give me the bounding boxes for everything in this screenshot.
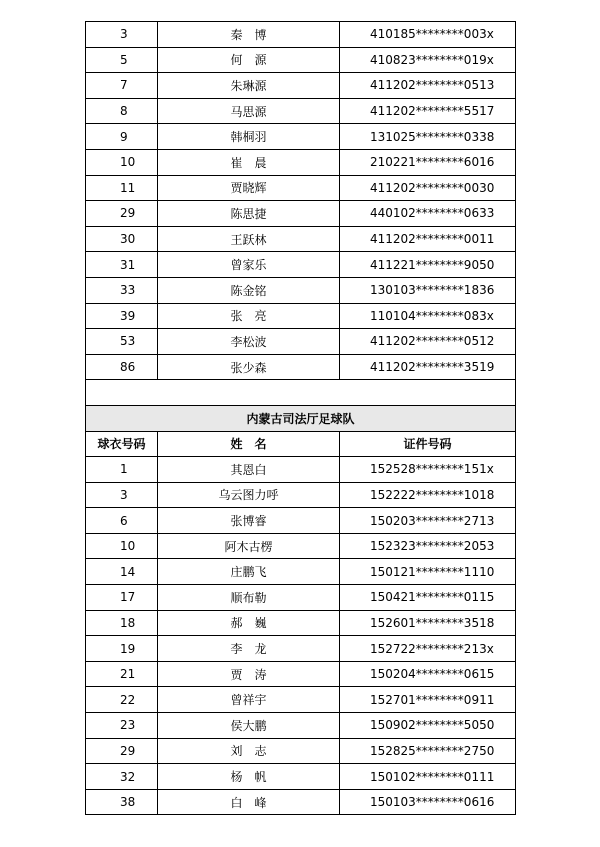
id-number-cell: 110104********083x <box>340 303 516 329</box>
jersey-number-cell: 53 <box>86 329 158 355</box>
player-name-cell: 崔 晨 <box>158 149 340 175</box>
table-row <box>86 98 516 124</box>
jersey-number-cell: 5 <box>86 47 158 73</box>
table-row <box>86 457 516 483</box>
jersey-number-cell: 29 <box>86 738 158 764</box>
table-header-row <box>86 431 516 457</box>
player-name-cell: 侯大鹏 <box>158 713 340 739</box>
jersey-number-cell: 17 <box>86 585 158 611</box>
id-number-cell: 152601********3518 <box>340 610 516 636</box>
player-name-cell: 曾家乐 <box>158 252 340 278</box>
header-name: 姓 名 <box>158 431 340 457</box>
table-row <box>86 175 516 201</box>
id-number-cell: 150203********2713 <box>340 508 516 534</box>
roster-table <box>85 21 516 815</box>
player-name-cell: 庄鹏飞 <box>158 559 340 585</box>
id-number-cell: 150421********0115 <box>340 585 516 611</box>
id-number-cell: 150103********0616 <box>340 789 516 815</box>
id-number-cell: 150121********1110 <box>340 559 516 585</box>
id-number-cell: 411202********0512 <box>340 329 516 355</box>
jersey-number-cell: 29 <box>86 201 158 227</box>
player-name-cell: 曾祥宇 <box>158 687 340 713</box>
team-roster-rows <box>86 457 516 815</box>
player-name-cell: 贾 涛 <box>158 661 340 687</box>
player-name-cell: 王跃林 <box>158 226 340 252</box>
table-row <box>86 713 516 739</box>
jersey-number-cell: 39 <box>86 303 158 329</box>
player-name-cell: 何 源 <box>158 47 340 73</box>
player-name-cell: 杨 帆 <box>158 764 340 790</box>
team-title: 内蒙古司法厅足球队 <box>86 405 516 431</box>
player-name-cell: 张少森 <box>158 354 340 380</box>
jersey-number-cell: 11 <box>86 175 158 201</box>
jersey-number-cell: 10 <box>86 149 158 175</box>
id-number-cell: 150902********5050 <box>340 713 516 739</box>
player-name-cell: 顺布勒 <box>158 585 340 611</box>
id-number-cell: 411202********3519 <box>340 354 516 380</box>
jersey-number-cell: 19 <box>86 636 158 662</box>
table-row <box>86 47 516 73</box>
player-name-cell: 秦 博 <box>158 22 340 48</box>
jersey-number-cell: 8 <box>86 98 158 124</box>
table-row <box>86 533 516 559</box>
id-number-cell: 210221********6016 <box>340 149 516 175</box>
empty-row <box>86 380 516 406</box>
jersey-number-cell: 1 <box>86 457 158 483</box>
id-number-cell: 150102********0111 <box>340 764 516 790</box>
header-jersey-number: 球衣号码 <box>86 431 158 457</box>
jersey-number-cell: 3 <box>86 22 158 48</box>
jersey-number-cell: 21 <box>86 661 158 687</box>
section-separator <box>86 380 516 457</box>
table-row <box>86 201 516 227</box>
player-name-cell: 阿木古楞 <box>158 533 340 559</box>
player-name-cell: 李 龙 <box>158 636 340 662</box>
table-row <box>86 789 516 815</box>
table-row <box>86 303 516 329</box>
table-row <box>86 354 516 380</box>
table-row <box>86 764 516 790</box>
jersey-number-cell: 38 <box>86 789 158 815</box>
table-row <box>86 277 516 303</box>
jersey-number-cell: 33 <box>86 277 158 303</box>
header-id-number: 证件号码 <box>340 431 516 457</box>
jersey-number-cell: 10 <box>86 533 158 559</box>
table-row <box>86 636 516 662</box>
jersey-number-cell: 32 <box>86 764 158 790</box>
jersey-number-cell: 86 <box>86 354 158 380</box>
table-row <box>86 22 516 48</box>
table-row <box>86 482 516 508</box>
id-number-cell: 130103********1836 <box>340 277 516 303</box>
jersey-number-cell: 6 <box>86 508 158 534</box>
table-row <box>86 738 516 764</box>
table-row <box>86 226 516 252</box>
id-number-cell: 152701********0911 <box>340 687 516 713</box>
id-number-cell: 440102********0633 <box>340 201 516 227</box>
jersey-number-cell: 30 <box>86 226 158 252</box>
team-title-row <box>86 405 516 431</box>
player-name-cell: 陈思捷 <box>158 201 340 227</box>
id-number-cell: 152825********2750 <box>340 738 516 764</box>
player-name-cell: 李松波 <box>158 329 340 355</box>
player-name-cell: 陈金铭 <box>158 277 340 303</box>
roster-document <box>85 21 515 815</box>
player-name-cell: 乌云图力呼 <box>158 482 340 508</box>
table-row <box>86 252 516 278</box>
id-number-cell: 152323********2053 <box>340 533 516 559</box>
player-name-cell: 贾晓辉 <box>158 175 340 201</box>
id-number-cell: 152528********151x <box>340 457 516 483</box>
player-name-cell: 郝 巍 <box>158 610 340 636</box>
player-name-cell: 刘 志 <box>158 738 340 764</box>
jersey-number-cell: 7 <box>86 73 158 99</box>
id-number-cell: 411202********0011 <box>340 226 516 252</box>
table-row <box>86 508 516 534</box>
table-row <box>86 149 516 175</box>
id-number-cell: 410185********003x <box>340 22 516 48</box>
jersey-number-cell: 18 <box>86 610 158 636</box>
jersey-number-cell: 23 <box>86 713 158 739</box>
jersey-number-cell: 14 <box>86 559 158 585</box>
id-number-cell: 150204********0615 <box>340 661 516 687</box>
jersey-number-cell: 3 <box>86 482 158 508</box>
table-row <box>86 610 516 636</box>
id-number-cell: 411202********0513 <box>340 73 516 99</box>
id-number-cell: 411221********9050 <box>340 252 516 278</box>
id-number-cell: 411202********0030 <box>340 175 516 201</box>
table-row <box>86 661 516 687</box>
previous-team-rows <box>86 22 516 380</box>
id-number-cell: 411202********5517 <box>340 98 516 124</box>
jersey-number-cell: 31 <box>86 252 158 278</box>
table-row <box>86 559 516 585</box>
table-row <box>86 73 516 99</box>
id-number-cell: 152222********1018 <box>340 482 516 508</box>
player-name-cell: 朱琳源 <box>158 73 340 99</box>
player-name-cell: 白 峰 <box>158 789 340 815</box>
table-row <box>86 124 516 150</box>
table-row <box>86 687 516 713</box>
table-row <box>86 329 516 355</box>
player-name-cell: 其恩白 <box>158 457 340 483</box>
player-name-cell: 张 亮 <box>158 303 340 329</box>
table-row <box>86 585 516 611</box>
id-number-cell: 152722********213x <box>340 636 516 662</box>
jersey-number-cell: 22 <box>86 687 158 713</box>
id-number-cell: 410823********019x <box>340 47 516 73</box>
player-name-cell: 马思源 <box>158 98 340 124</box>
jersey-number-cell: 9 <box>86 124 158 150</box>
player-name-cell: 张博睿 <box>158 508 340 534</box>
player-name-cell: 韩桐羽 <box>158 124 340 150</box>
id-number-cell: 131025********0338 <box>340 124 516 150</box>
